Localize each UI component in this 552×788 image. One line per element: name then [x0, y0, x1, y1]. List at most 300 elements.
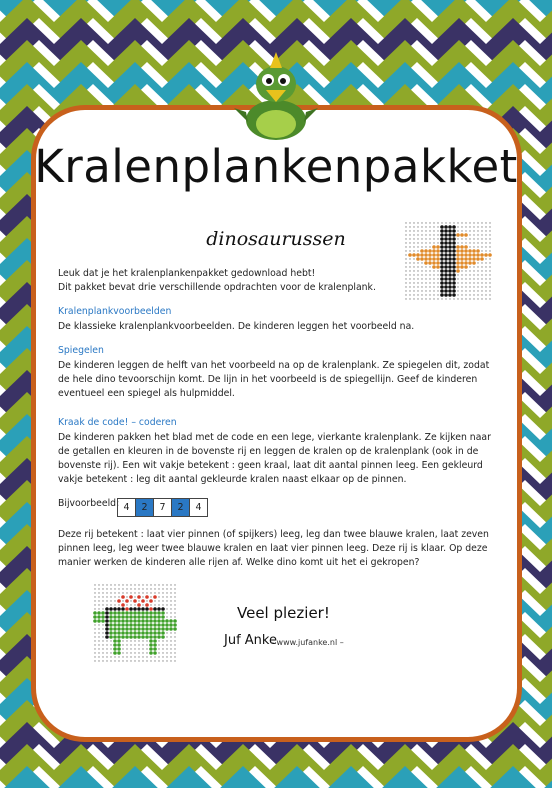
bead	[94, 644, 95, 645]
bead	[429, 298, 430, 299]
bead	[102, 636, 103, 637]
bead	[424, 257, 428, 261]
bead	[161, 631, 165, 635]
bead	[436, 249, 440, 253]
bead	[421, 234, 422, 235]
bead	[146, 588, 147, 589]
bead	[165, 627, 169, 631]
bead	[138, 652, 139, 653]
bead	[425, 234, 426, 235]
bead	[145, 635, 149, 639]
bead	[110, 596, 111, 597]
bead	[102, 596, 103, 597]
bead	[114, 584, 115, 585]
bead	[130, 600, 131, 601]
bead	[146, 592, 147, 593]
bead	[485, 298, 486, 299]
bead	[137, 603, 141, 607]
bead	[432, 245, 436, 249]
bead	[166, 608, 167, 609]
bead	[477, 230, 478, 231]
bead	[142, 656, 143, 657]
bead	[405, 242, 406, 243]
bead	[141, 607, 145, 611]
bead	[121, 631, 125, 635]
bead	[158, 592, 159, 593]
bead	[473, 222, 474, 223]
bead	[481, 234, 482, 235]
bead	[141, 611, 145, 615]
bead	[122, 648, 123, 649]
bead	[153, 651, 157, 655]
bead	[460, 261, 464, 265]
bead	[117, 639, 121, 643]
bead	[413, 238, 414, 239]
bead	[110, 656, 111, 657]
bead	[142, 652, 143, 653]
bead	[170, 632, 171, 633]
example-label: Bijvoorbeeld:	[58, 498, 120, 509]
bead	[113, 607, 117, 611]
bead	[174, 592, 175, 593]
bead	[134, 592, 135, 593]
bead	[146, 652, 147, 653]
bead	[169, 627, 173, 631]
bead	[102, 604, 103, 605]
bead	[110, 648, 111, 649]
bead	[129, 631, 133, 635]
section-body-spiegelen: De kinderen leggen de helft van het voorbeeld na op de kralenplank. Ze spiegelen dit, zodat de hele dino tevoorschijn komt. De lijn in het voorbeeld is de spiegellijn. Geef de kinderen eventueel een spiegel als hulpmiddel.	[58, 360, 490, 399]
code-cell: 7	[154, 499, 172, 516]
bead	[158, 596, 159, 597]
bead	[484, 253, 488, 257]
bead	[106, 584, 107, 585]
bead	[413, 298, 414, 299]
bead	[94, 640, 95, 641]
bead	[477, 226, 478, 227]
bead	[129, 595, 133, 599]
bead	[133, 619, 137, 623]
bead	[94, 584, 95, 585]
bead	[145, 631, 149, 635]
bead	[93, 619, 97, 623]
bead	[110, 600, 111, 601]
bead	[154, 656, 155, 657]
bead	[440, 249, 444, 253]
bead	[452, 237, 456, 241]
bead	[174, 644, 175, 645]
bead	[425, 246, 426, 247]
bead	[425, 238, 426, 239]
bead	[94, 632, 95, 633]
bead	[170, 588, 171, 589]
bead	[130, 660, 131, 661]
bead	[113, 647, 117, 651]
bead	[452, 253, 456, 257]
bead	[122, 584, 123, 585]
bead	[142, 644, 143, 645]
bead	[158, 644, 159, 645]
code-cell: 2	[136, 499, 154, 516]
bead	[444, 261, 448, 265]
bead	[481, 298, 482, 299]
bead	[149, 615, 153, 619]
bead	[130, 644, 131, 645]
bead	[114, 660, 115, 661]
bead	[421, 222, 422, 223]
bead	[417, 262, 418, 263]
bead	[444, 253, 448, 257]
bead	[440, 245, 444, 249]
bead	[489, 258, 490, 259]
bead	[141, 599, 145, 603]
bead	[101, 615, 105, 619]
bead	[150, 588, 151, 589]
bead	[142, 596, 143, 597]
bead	[429, 246, 430, 247]
bead	[130, 588, 131, 589]
bead	[142, 584, 143, 585]
bead	[170, 584, 171, 585]
bead	[417, 222, 418, 223]
bead	[166, 660, 167, 661]
bead	[429, 238, 430, 239]
bead	[133, 607, 137, 611]
bead	[465, 226, 466, 227]
code-cell: 4	[195, 502, 202, 513]
bead	[98, 608, 99, 609]
bead	[456, 253, 460, 257]
bead	[102, 592, 103, 593]
bead	[113, 623, 117, 627]
bead	[106, 592, 107, 593]
bead	[433, 238, 434, 239]
closing-text: Veel plezier!	[237, 604, 330, 622]
bead	[437, 238, 438, 239]
bead	[460, 233, 464, 237]
bead	[113, 615, 117, 619]
bead	[122, 660, 123, 661]
bead	[134, 604, 135, 605]
bead	[460, 245, 464, 249]
bead	[162, 644, 163, 645]
bead	[473, 230, 474, 231]
bead	[102, 608, 103, 609]
website-link[interactable]: – www.jufanke.nl –	[270, 638, 344, 647]
bead	[93, 615, 97, 619]
bead	[421, 226, 422, 227]
bead	[433, 222, 434, 223]
bead	[173, 623, 177, 627]
green-dinosaur-mascot-icon	[232, 50, 320, 146]
bead	[98, 588, 99, 589]
bead	[444, 237, 448, 241]
bead	[102, 584, 103, 585]
bead	[452, 241, 456, 245]
bead	[142, 640, 143, 641]
bead	[429, 242, 430, 243]
bead	[473, 234, 474, 235]
bead	[134, 652, 135, 653]
bead	[169, 623, 173, 627]
bead	[429, 230, 430, 231]
bead	[444, 233, 448, 237]
bead	[121, 627, 125, 631]
bead	[114, 596, 115, 597]
bead	[118, 588, 119, 589]
bead	[94, 648, 95, 649]
bead	[125, 611, 129, 615]
bead	[448, 253, 452, 257]
bead	[118, 584, 119, 585]
bead	[464, 261, 468, 265]
bead	[489, 246, 490, 247]
bead	[429, 222, 430, 223]
bead	[489, 230, 490, 231]
section-heading-spiegelen: Spiegelen	[58, 345, 104, 356]
bead	[488, 253, 492, 257]
bead	[158, 640, 159, 641]
bead	[457, 298, 458, 299]
bead	[121, 603, 125, 607]
bead	[122, 644, 123, 645]
bead	[174, 588, 175, 589]
bead	[106, 656, 107, 657]
bead	[405, 258, 406, 259]
bead	[154, 660, 155, 661]
bead	[457, 226, 458, 227]
bead	[129, 607, 133, 611]
bead	[448, 229, 452, 233]
bead	[444, 245, 448, 249]
bead	[109, 631, 113, 635]
bead	[481, 238, 482, 239]
bead	[117, 643, 121, 647]
page-subtitle: dinosaurussen	[206, 228, 346, 250]
bead	[405, 234, 406, 235]
bead	[98, 600, 99, 601]
bead	[485, 246, 486, 247]
bead	[98, 660, 99, 661]
bead	[440, 241, 444, 245]
bead	[125, 615, 129, 619]
bead	[489, 226, 490, 227]
bead	[138, 648, 139, 649]
bead	[110, 652, 111, 653]
bead	[166, 640, 167, 641]
bead	[429, 226, 430, 227]
bead	[153, 631, 157, 635]
bead	[118, 592, 119, 593]
bead	[477, 298, 478, 299]
bead	[452, 261, 456, 265]
bead	[153, 627, 157, 631]
bead	[98, 644, 99, 645]
bead	[110, 604, 111, 605]
bead	[425, 242, 426, 243]
bead	[142, 592, 143, 593]
bead	[162, 640, 163, 641]
bead	[122, 640, 123, 641]
bead	[464, 245, 468, 249]
bead	[465, 238, 466, 239]
bead	[417, 226, 418, 227]
bead	[174, 660, 175, 661]
bead	[153, 635, 157, 639]
bead	[129, 623, 133, 627]
bead	[174, 632, 175, 633]
bead	[473, 238, 474, 239]
bead	[117, 615, 121, 619]
bead	[98, 604, 99, 605]
bead	[456, 245, 460, 249]
bead	[457, 238, 458, 239]
example-code-row	[117, 498, 208, 517]
bead	[129, 615, 133, 619]
bead	[472, 261, 476, 265]
bead	[162, 652, 163, 653]
bead	[173, 619, 177, 623]
bead	[141, 635, 145, 639]
bead	[166, 652, 167, 653]
bead	[448, 257, 452, 261]
bead	[109, 623, 113, 627]
bead	[141, 619, 145, 623]
bead	[489, 234, 490, 235]
bead	[117, 631, 121, 635]
bead	[408, 253, 412, 257]
bead	[153, 595, 157, 599]
bead	[405, 298, 406, 299]
bead	[170, 596, 171, 597]
bead	[476, 257, 480, 261]
bead	[105, 619, 109, 623]
bead	[436, 253, 440, 257]
bead	[161, 611, 165, 615]
bead	[98, 656, 99, 657]
bead	[428, 261, 432, 265]
bead	[134, 596, 135, 597]
bead	[477, 238, 478, 239]
bead	[170, 644, 171, 645]
bead	[166, 592, 167, 593]
bead	[433, 226, 434, 227]
bead	[94, 660, 95, 661]
bead	[456, 233, 460, 237]
bead	[118, 660, 119, 661]
bead	[129, 635, 133, 639]
bead	[489, 238, 490, 239]
bead	[489, 262, 490, 263]
bead	[110, 588, 111, 589]
bead	[440, 229, 444, 233]
bead	[162, 592, 163, 593]
bead	[448, 233, 452, 237]
bead	[162, 596, 163, 597]
bead	[413, 230, 414, 231]
bead	[165, 623, 169, 627]
bead	[122, 656, 123, 657]
bead	[468, 261, 472, 265]
bead	[145, 607, 149, 611]
bead	[134, 660, 135, 661]
bead	[157, 635, 161, 639]
bead	[138, 600, 139, 601]
bead	[448, 237, 452, 241]
bead	[477, 234, 478, 235]
bead	[413, 242, 414, 243]
bead	[126, 644, 127, 645]
bead	[421, 298, 422, 299]
bead	[449, 298, 450, 299]
bead	[170, 648, 171, 649]
bead	[169, 619, 173, 623]
bead	[130, 592, 131, 593]
bead	[98, 632, 99, 633]
bead	[117, 619, 121, 623]
bead	[405, 238, 406, 239]
bead	[126, 596, 127, 597]
bead	[174, 604, 175, 605]
bead	[409, 222, 410, 223]
bead	[102, 660, 103, 661]
bead	[117, 647, 121, 651]
bead	[121, 611, 125, 615]
bead	[481, 230, 482, 231]
bead	[102, 628, 103, 629]
bead	[469, 234, 470, 235]
bead	[409, 238, 410, 239]
bead	[158, 660, 159, 661]
bead	[448, 225, 452, 229]
bead	[106, 604, 107, 605]
bead	[472, 249, 476, 253]
bead	[174, 636, 175, 637]
bead	[153, 639, 157, 643]
bead	[126, 656, 127, 657]
bead	[105, 607, 109, 611]
bead	[174, 616, 175, 617]
bead	[409, 298, 410, 299]
bead	[94, 600, 95, 601]
bead	[102, 640, 103, 641]
bead	[121, 595, 125, 599]
bead	[113, 639, 117, 643]
bead	[94, 624, 95, 625]
bead	[106, 648, 107, 649]
bead	[106, 640, 107, 641]
bead	[409, 246, 410, 247]
bead	[166, 604, 167, 605]
bead	[441, 298, 442, 299]
bead	[433, 230, 434, 231]
bead	[413, 258, 414, 259]
bead	[138, 660, 139, 661]
bead	[413, 246, 414, 247]
bead	[158, 648, 159, 649]
bead	[94, 588, 95, 589]
bead	[428, 249, 432, 253]
bead	[109, 635, 113, 639]
bead	[456, 249, 460, 253]
bead	[170, 600, 171, 601]
bead	[452, 245, 456, 249]
bead	[102, 652, 103, 653]
bead	[444, 225, 448, 229]
bead	[113, 619, 117, 623]
bead	[106, 588, 107, 589]
bead	[469, 298, 470, 299]
